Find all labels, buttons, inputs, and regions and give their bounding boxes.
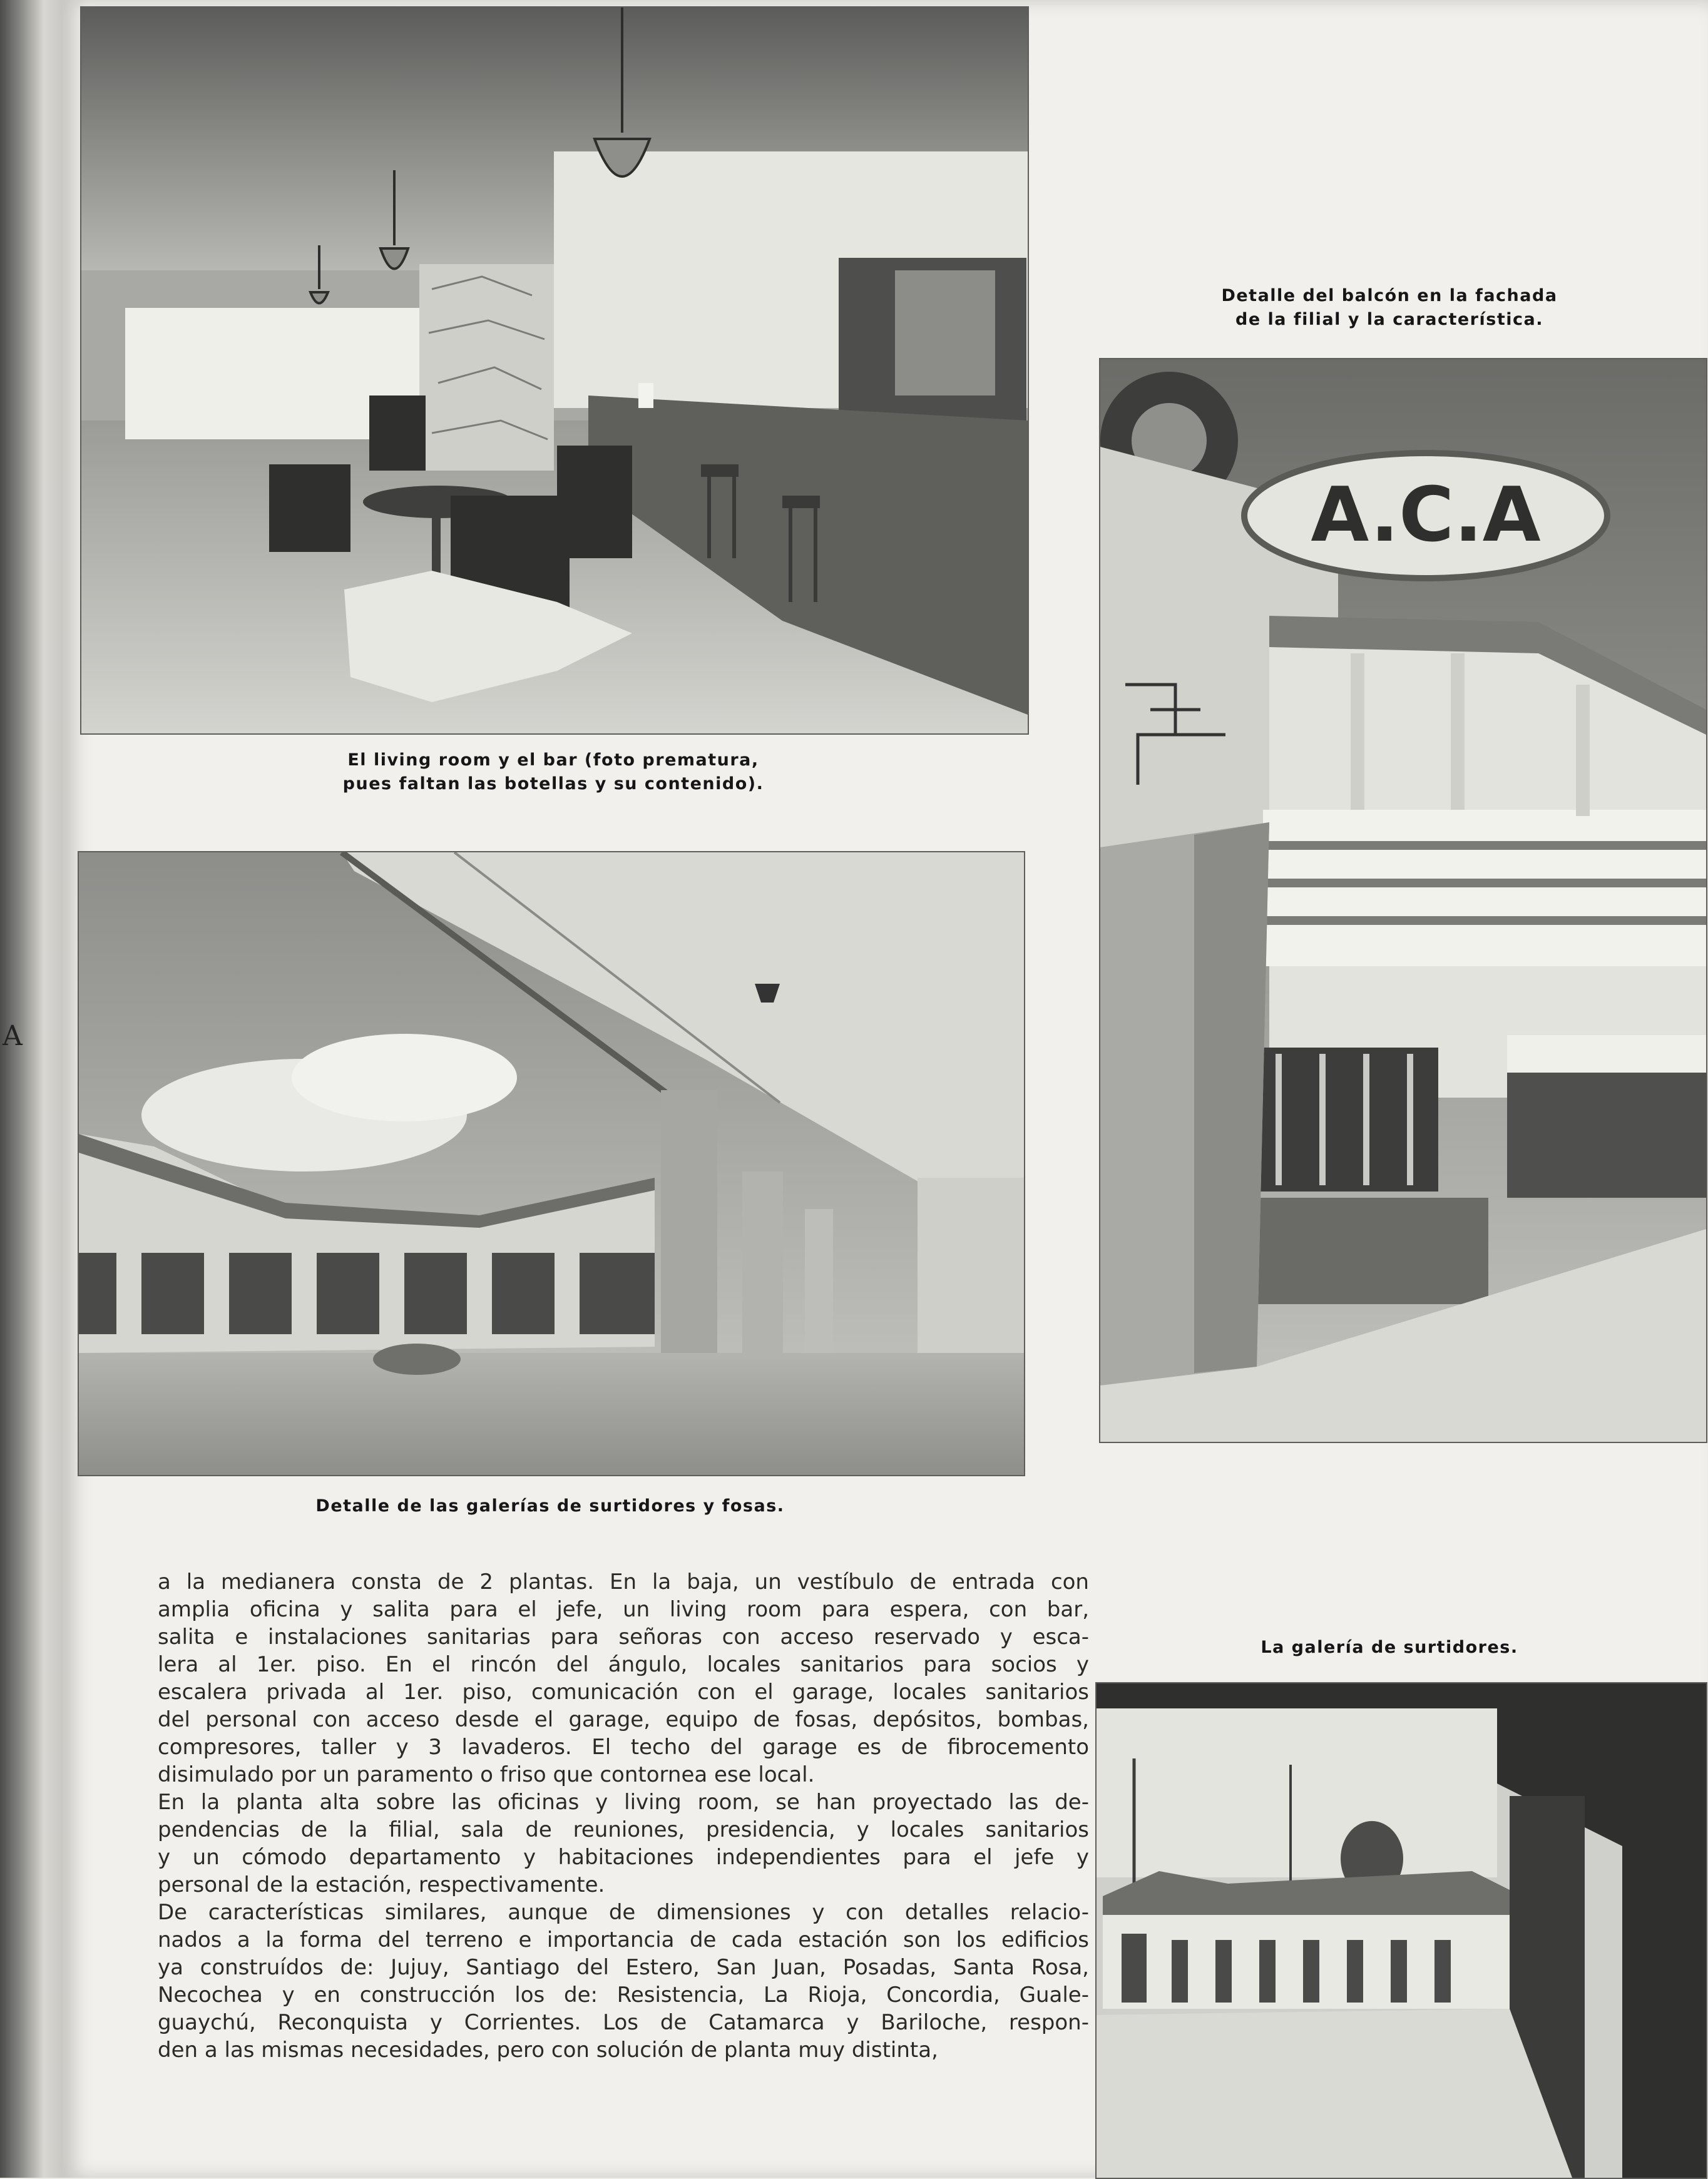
body-line: Necochea y en construcción los de: Resistencia, La Rioja, Concordia, Guale-: [158, 1983, 1089, 2008]
caption-line: Detalle de las galerías de surtidores y fosas.: [315, 1496, 785, 1516]
caption-line: pues faltan las botellas y su contenido).: [342, 774, 764, 794]
body-line: den a las mismas necesidades, pero con solución de planta muy distinta,: [158, 2038, 938, 2063]
body-line: De características similares, aunque de dimensiones y con detalles relacio-: [158, 1900, 1089, 1925]
photo-living-room: [80, 6, 1029, 735]
spine-letter: A: [3, 1020, 23, 1052]
photo-galerias: [78, 851, 1025, 1476]
caption-line: de la filial y la característica.: [1235, 310, 1543, 329]
body-line: a la medianera consta de 2 plantas. En la baja, un vestíbulo de entrada con: [158, 1569, 1089, 1595]
body-line: escalera privada al 1er. piso, comunicación con el garage, locales sanitarios: [158, 1680, 1089, 1705]
caption-galeria-surtidores: [1189, 1636, 1590, 1660]
caption-line: La galería de surtidores.: [1261, 1638, 1518, 1657]
body-line: nados a la forma del terreno e importancia de cada estación son los edificios: [158, 1927, 1089, 1952]
caption-balcon: [1189, 284, 1590, 332]
body-line: lera al 1er. piso. En el rincón del ángulo, locales sanitarios para socios y: [158, 1652, 1089, 1677]
body-line: compresores, taller y 3 lavaderos. El techo del garage es de fibrocemento: [158, 1735, 1089, 1760]
body-line: guaychú, Reconquista y Corrientes. Los de Catamarca y Bariloche, respon-: [158, 2010, 1089, 2035]
photo-balcon-aca: [1099, 358, 1707, 1443]
body-line: del personal con acceso desde el garage, equipo de fosas, depósitos, bombas,: [158, 1707, 1089, 1732]
body-line: En la planta alta sobre las oficinas y living room, se han proyectado las de-: [158, 1790, 1089, 1815]
body-line: amplia oficina y salita para el jefe, un living room para espera, con bar,: [158, 1597, 1089, 1622]
caption-living-room: [80, 748, 1026, 796]
body-line: y un cómodo departamento y habitaciones independientes para el jefe y: [158, 1845, 1089, 1870]
body-line: pendencias de la filial, sala de reuniones, presidencia, y locales sanitarios: [158, 1817, 1089, 1842]
magazine-page: [63, 0, 1708, 2178]
body-line: ya construídos de: Jujuy, Santiago del Estero, San Juan, Posadas, Santa Rosa,: [158, 1955, 1089, 1980]
book-spine: [0, 0, 63, 2178]
body-line: salita e instalaciones sanitarias para señoras con acceso reservado y esca-: [158, 1625, 1089, 1650]
caption-galerias: [78, 1494, 1023, 1518]
body-line: personal de la estación, respectivamente.: [158, 1872, 605, 1897]
photo-galeria-surtidores: [1095, 1682, 1707, 2179]
aca-sign-text: A.C.A: [1311, 472, 1541, 559]
body-line: disimulado por un paramento o friso que contornea ese local.: [158, 1762, 815, 1787]
article-body: [158, 1568, 1089, 2064]
caption-line: Detalle del balcón en la fachada: [1221, 286, 1558, 305]
caption-line: El living room y el bar (foto prematura,: [347, 750, 759, 770]
